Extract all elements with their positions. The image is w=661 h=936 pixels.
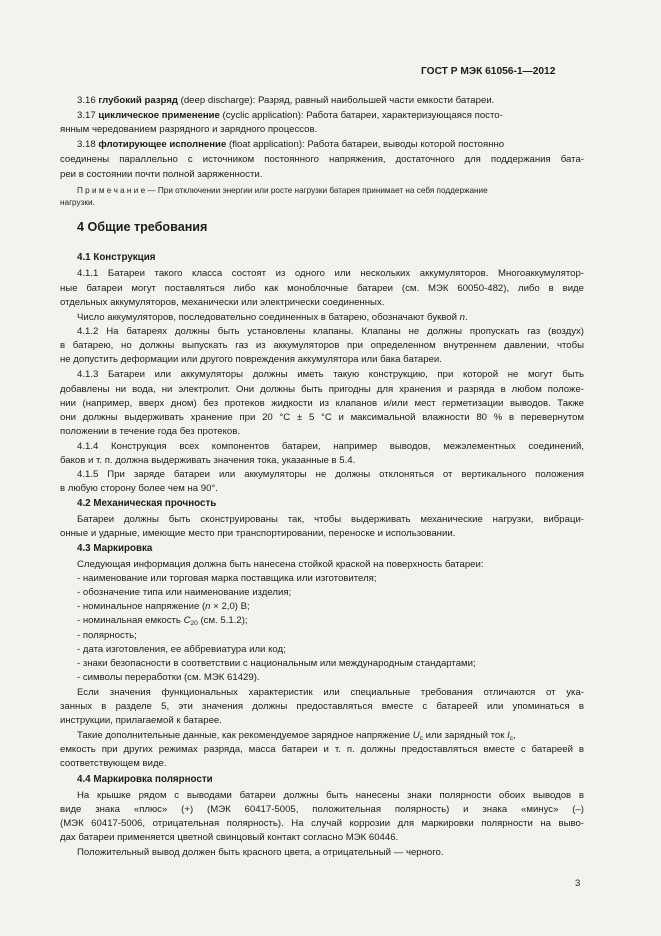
paragraph-line: 4.1.4 Конструкция всех компонентов батареи, например выводов, межэлементных соединений, <box>77 441 584 452</box>
definition-3-16 <box>77 95 494 107</box>
definition-text: (float application): Работа батареи, выводы которой постоянно <box>226 139 505 150</box>
paragraph-line: 4.1.2 На батареях должны быть установлены клапаны. Клапаны не должны пропускать газ (воздух) <box>77 326 584 337</box>
paragraph-line: отдельных аккумуляторов, механически или электрически соединенных. <box>60 297 385 308</box>
paragraph-line: На крышке рядом с выводами батареи должны быть нанесены знаки полярности обоих выводов в <box>77 790 584 801</box>
text-run: - номинальное напряжение ( <box>77 601 206 612</box>
paragraph-line: не допустить деформации или другого повреждения аккумулятора или бака батареи. <box>60 354 442 365</box>
paragraph-line: онные и ударные, имеющие место при транспортировании, переноске и использовании. <box>60 528 456 539</box>
subsection-title-4-2: 4.2 Механическая прочность <box>77 498 217 509</box>
paragraph-line: соответствующем виде. <box>60 758 167 769</box>
paragraph-line: добавлены ни вода, ни электролит. Они должны быть пригодны для хранения и разряда в любом положе- <box>60 384 584 395</box>
list-item: - наименование или торговая марка поставщика или изготовителя; <box>77 573 377 584</box>
paragraph-line: занных в разделе 5, эти значения должны предоставляться вместе с батареей или упоминаться в <box>60 701 584 712</box>
paragraph-line: ные батареи могут поставляться либо как моноблочные батареи (см. МЭК 60050-482), либо в виде <box>60 283 584 294</box>
paragraph-line: 4.1.5 При заряде батареи или аккумуляторы не должны отклоняться от вертикального положения <box>77 469 584 480</box>
paragraph-line: они должны выдерживать хранение при 20 °С ± 5 °С и максимальной влажности 80 % в перевернутом <box>60 412 584 423</box>
variable: I <box>507 730 510 741</box>
paragraph-line: виде знака «плюс» (+) (МЭК 60417-5005, положительная полярность) и знака «минус» (–) <box>60 804 584 815</box>
paragraph-line: Если значения функциональных характеристик или специальные требования отличаются от ука- <box>77 687 584 698</box>
paragraph-line: в любую сторону более чем на 90°. <box>60 483 218 494</box>
definition-text-line: реи в состоянии почти полной заряженности. <box>60 169 263 180</box>
definition-number: 3.16 <box>77 95 96 106</box>
paragraph-line: в батарею, но должны выпускать газ из аккумуляторов при определенном внутреннем давлении, чтобы <box>60 340 584 351</box>
note-text-line: нагрузки. <box>60 198 95 207</box>
list-item: - знаки безопасности в соответствии с национальным или международным стандартами; <box>77 658 476 669</box>
definition-text: (cyclic application): Работа батареи, характеризующаяся посто- <box>219 110 503 121</box>
text-run: - номинальная емкость <box>77 615 184 626</box>
paragraph-line <box>77 730 516 742</box>
list-item <box>77 601 250 613</box>
subsection-title-4-4: 4.4 Маркировка полярности <box>77 774 213 785</box>
definition-text-line: соединены параллельно с источником постоянного напряжения, достаточного для поддержания бата- <box>60 154 584 165</box>
paragraph-line: Следующая информация должна быть нанесена стойкой краской на поверхность батареи: <box>77 559 484 570</box>
paragraph-line: Батареи должны быть сконструированы так, чтобы выдерживать механические нагрузки, вибраци- <box>77 514 584 525</box>
text-run: Такие дополнительные данные, как рекомендуемое зарядное напряжение <box>77 730 413 741</box>
paragraph-line: инструкции, прилагаемой к батарее. <box>60 715 222 726</box>
paragraph-line: 4.1.1 Батареи такого класса состоят из одного или нескольких аккумуляторов. Многоаккумулятор- <box>77 268 584 279</box>
paragraph-line: 4.1.3 Батареи или аккумуляторы должны иметь такую конструкцию, при которой не могут быть <box>77 369 584 380</box>
document-code: ГОСТ Р МЭК 61056-1—2012 <box>421 66 556 77</box>
definition-3-18 <box>77 139 504 151</box>
paragraph-line: баков и т. п. должна выдерживать значения тока, указанные в 5.4. <box>60 455 356 466</box>
text-run: . <box>465 312 468 323</box>
text-run: или зарядный ток <box>422 730 508 741</box>
text-run: (см. 5.1.2); <box>197 615 248 626</box>
definition-number: 3.17 <box>77 110 96 121</box>
list-item: - дата изготовления, ее аббревиатура или код; <box>77 644 286 655</box>
note-text: — При отключении энергии или росте нагрузки батарея принимает на себя поддержание <box>145 186 488 195</box>
definition-term: глубокий разряд <box>98 95 178 106</box>
paragraph-line: дах батареи применяется цветной свинцовый контакт согласно МЭК 60446. <box>60 832 399 843</box>
subscript: c <box>419 735 423 742</box>
subsection-title-4-1: 4.1 Конструкция <box>77 252 156 263</box>
section-title: 4 Общие требования <box>77 220 208 234</box>
definition-text-line: янным чередованием разрядного и зарядного процессов. <box>60 124 318 135</box>
subscript: c <box>509 735 513 742</box>
subscript: 20 <box>190 620 198 627</box>
definition-term: циклическое применение <box>98 110 220 121</box>
text-run: × 2,0) В; <box>210 601 250 612</box>
list-item: - символы переработки (см. МЭК 61429). <box>77 672 260 683</box>
list-item: - обозначение типа или наименование изделия; <box>77 587 292 598</box>
variable: U <box>412 730 420 741</box>
text-run: , <box>513 730 516 741</box>
page-number: 3 <box>575 878 581 889</box>
list-item <box>77 615 248 627</box>
definition-3-17 <box>77 110 503 122</box>
variable: C <box>183 615 191 626</box>
paragraph-line: нии (например, вверх дном) без протеков жидкости из клапанов и/или мест герметизации выводов. Также <box>60 398 584 409</box>
definition-text: (deep discharge): Разряд, равный наибольшей части емкости батареи. <box>177 95 495 106</box>
paragraph-line <box>77 312 468 324</box>
note <box>77 185 488 197</box>
paragraph-line: Положительный вывод должен быть красного цвета, а отрицательный — черного. <box>77 847 444 858</box>
subsection-title-4-3: 4.3 Маркировка <box>77 543 153 554</box>
paragraph-line: положении в течение года без протеков. <box>60 426 241 437</box>
definition-number: 3.18 <box>77 139 96 150</box>
text-run: Число аккумуляторов, последовательно соединенных в батарею, обозначают буквой <box>77 312 460 323</box>
variable: n <box>205 601 211 612</box>
note-label: П р и м е ч а н и е <box>77 186 146 195</box>
list-item: - полярность; <box>77 630 137 641</box>
paragraph-line: емкость при других режимах разряда, масса батареи и т. п. должны предоставляться вместе с батареей в <box>60 744 584 755</box>
definition-term: флотирующее исполнение <box>98 139 227 150</box>
paragraph-line: (МЭК 60417-5006, отрицательная полярность). На случай коррозии для маркировки полярности на выво- <box>60 818 584 829</box>
variable: n <box>459 312 466 323</box>
